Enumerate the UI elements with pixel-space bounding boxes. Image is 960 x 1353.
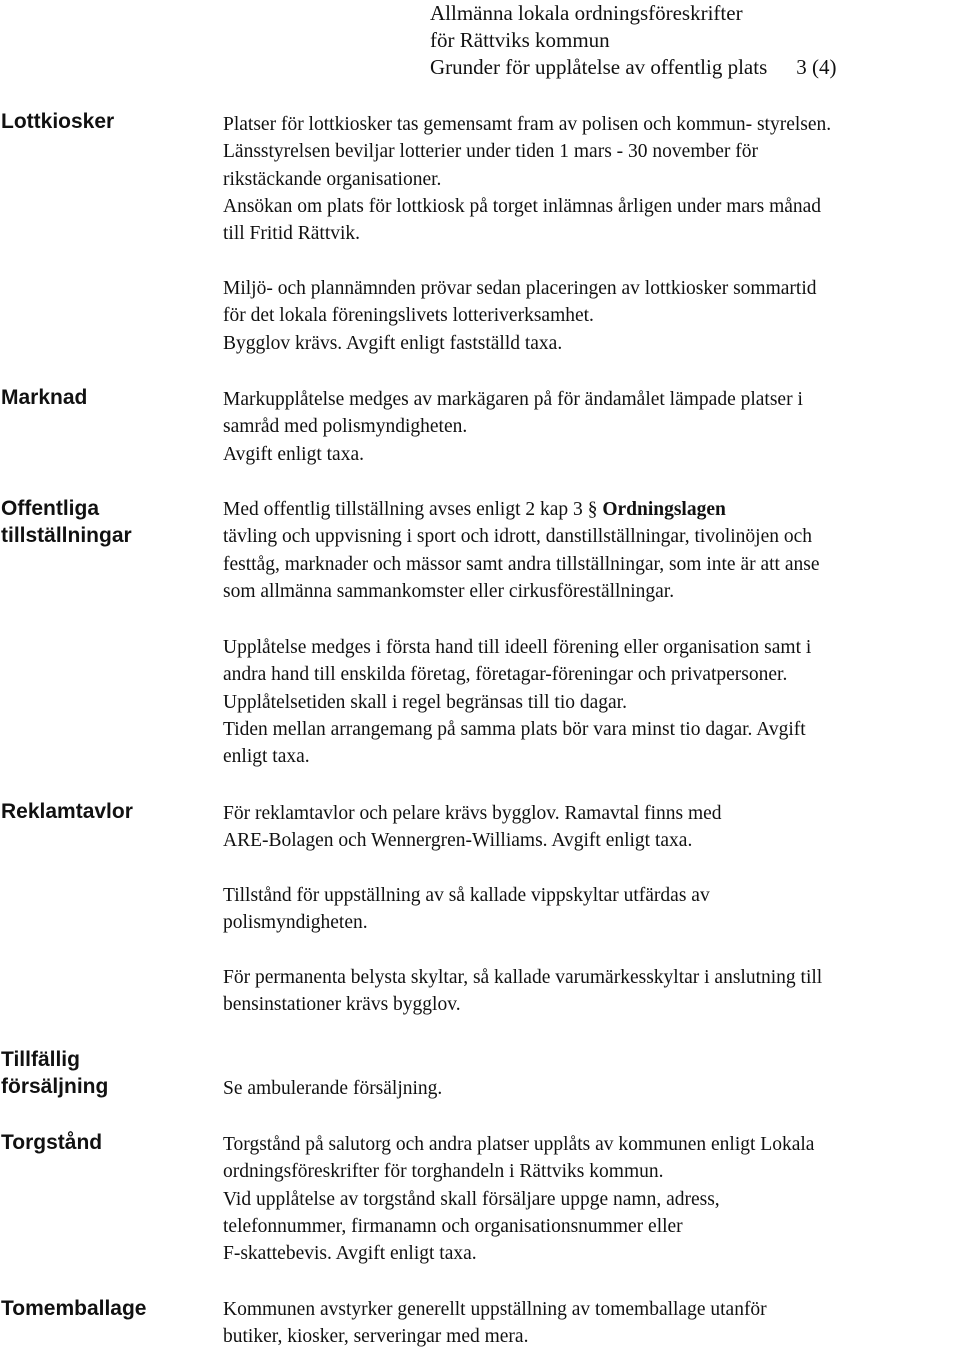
text-line: Tillstånd för uppställning av så kallade vippskyltar utfärdas av	[223, 885, 710, 906]
heading-line: försäljning	[1, 1075, 109, 1098]
text-line: Tiden mellan arrangemang på samma plats bör vara minst tio dagar. Avgift	[223, 718, 806, 740]
text-line: Avgift enligt taxa.	[223, 443, 364, 465]
heading-line: tillställningar	[1, 524, 132, 547]
tillfallig-paragraph-1	[223, 1075, 442, 1102]
text-line: rikstäckande organisationer.	[223, 168, 442, 190]
heading-line: Offentliga	[1, 497, 99, 520]
reklamtavlor-paragraph-3	[223, 964, 822, 1019]
text-line: Markupplåtelse medges av markägaren på för ändamålet lämpade platser i	[223, 389, 803, 410]
text-line: butiker, kiosker, serveringar med mera.	[223, 1326, 529, 1348]
header-subtitle-row	[430, 54, 837, 81]
document-header	[430, 0, 837, 81]
text-line: Platser för lottkiosker tas gemensamt fram av polisen och kommun- styrelsen.	[223, 114, 832, 135]
text-line: tävling och uppvisning i sport och idrott, danstillställningar, tivolinöjen och	[223, 526, 813, 548]
text-line: Ansökan om plats för lottkiosk på torget inlämnas årligen under mars månad	[223, 195, 822, 217]
text-line: för det lokala föreningslivets lotteriverksamhet.	[223, 305, 594, 327]
reklamtavlor-paragraph-2	[223, 882, 710, 937]
text-line: Länsstyrelsen beviljar lotterier under tiden 1 mars - 30 november för	[223, 141, 758, 163]
heading-tillfallig-forsaljning	[1, 1046, 108, 1100]
tomemballage-paragraph-1	[223, 1296, 767, 1351]
text-line: F-skattebevis. Avgift enligt taxa.	[223, 1243, 477, 1265]
text-line: andra hand till enskilda företag, företagar-föreningar och privatpersoner.	[223, 664, 788, 686]
heading-lottkiosker: Lottkiosker	[1, 110, 115, 133]
text-line: festtåg, marknader och mässor samt andra tillställningar, som inte är att anse	[223, 553, 820, 575]
text-intro: Med offentlig tillställning avses enligt 2 kap 3	[223, 499, 588, 520]
text-line: bensinstationer krävs bygglov.	[223, 994, 461, 1016]
header-title: Allmänna lokala ordningsföreskrifter	[430, 1, 743, 25]
text-line: För permanenta belysta skyltar, så kallade varumärkesskyltar i anslutning till	[223, 967, 823, 988]
text-line: till Fritid Rättvik.	[223, 223, 361, 245]
text-line: Torgstånd på salutorg och andra platser upplåts av kommunen enligt Lokala	[223, 1134, 815, 1155]
text-line: som allmänna sammankomster eller cirkusföreställningar.	[223, 580, 675, 602]
text-line: polismyndigheten.	[223, 912, 368, 934]
offentliga-paragraph-1	[223, 496, 820, 605]
text-line: samråd med polismyndigheten.	[223, 416, 468, 438]
torgstand-paragraph-1	[223, 1131, 814, 1267]
text-line: ARE-Bolagen och Wennergren-Williams. Avgift enligt taxa.	[223, 830, 693, 852]
text-line: Bygglov krävs. Avgift enligt fastställd taxa.	[223, 332, 563, 354]
reklamtavlor-paragraph-1	[223, 800, 722, 855]
header-municipality: för Rättviks kommun	[430, 28, 610, 52]
text-line: Kommunen avstyrker generellt uppställning av tomemballage utanför	[223, 1299, 767, 1320]
text-line: enligt taxa.	[223, 746, 310, 768]
lottkiosker-paragraph-1	[223, 111, 831, 247]
text-line	[223, 496, 820, 523]
text-line: Upplåtelse medges i första hand till ideell förening eller organisation samt i	[223, 637, 812, 658]
page-number: 3 (4)	[796, 55, 837, 79]
heading-torgstand: Torgstånd	[1, 1131, 103, 1154]
text-line: Upplåtelsetiden skall i regel begränsas till tio dagar.	[223, 691, 627, 713]
heading-reklamtavlor: Reklamtavlor	[1, 800, 133, 823]
text-line: Se ambulerande försäljning.	[223, 1078, 443, 1099]
lottkiosker-paragraph-2	[223, 275, 817, 357]
text-line: Vid upplåtelse av torgstånd skall försäljare uppge namn, adress,	[223, 1188, 720, 1210]
heading-offentliga-tillstallningar	[1, 495, 132, 549]
heading-tomemballage: Tomemballage	[1, 1297, 147, 1320]
heading-line: Tillfällig	[1, 1048, 80, 1071]
text-line: För reklamtavlor och pelare krävs bygglov. Ramavtal finns med	[223, 803, 722, 824]
header-subtitle: Grunder för upplåtelse av offentlig plats	[430, 55, 768, 79]
marknad-paragraph-1	[223, 386, 803, 468]
section-sign: §	[587, 499, 598, 520]
text-line: telefonnummer, firmanamn och organisationsnummer eller	[223, 1215, 683, 1237]
law-reference: Ordningslagen	[602, 499, 726, 520]
text-line: Miljö- och plannämnden prövar sedan placeringen av lottkiosker sommartid	[223, 278, 817, 299]
text-line: ordningsföreskrifter för torghandeln i Rättviks kommun.	[223, 1161, 664, 1183]
heading-marknad: Marknad	[1, 386, 88, 409]
offentliga-paragraph-2	[223, 634, 811, 770]
